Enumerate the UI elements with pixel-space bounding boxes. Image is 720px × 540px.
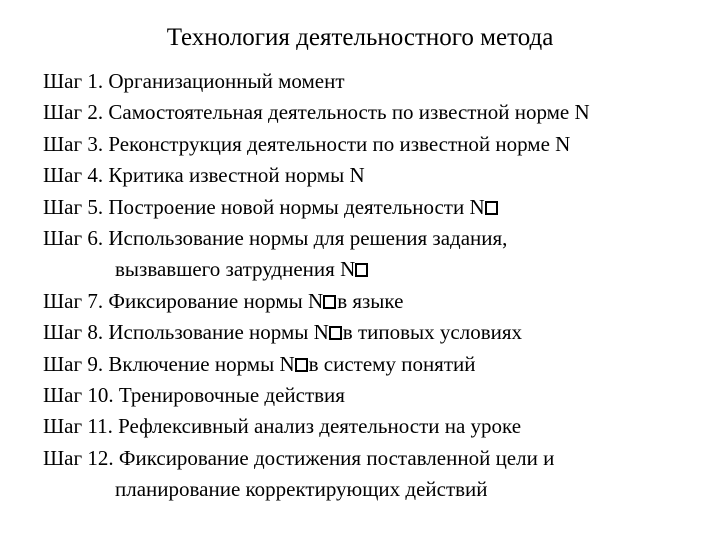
slide-title: Технология деятельностного метода [166,24,554,51]
step-continuation [43,474,713,505]
step-item [43,380,713,411]
step-text: Шаг 9. Включение нормы N [43,351,295,376]
step-text: Шаг 12. Фиксирование достижения поставленной цели и [43,445,555,470]
step-continuation-text: вызвавшего затруднения N [115,257,356,282]
steps-list [43,66,713,506]
step-text-after: в языке [337,288,404,313]
step-item [43,223,713,286]
step-text-after: в систему понятий [308,351,476,376]
step-text: Шаг 1. Организационный момент [43,69,345,93]
missing-glyph-icon [295,358,308,372]
step-item [43,411,713,442]
step-text: Шаг 6. Использование нормы для решения задания, [43,226,508,251]
step-text: Шаг 10. Тренировочные действия [43,383,345,408]
step-text-after: в типовых условиях [342,320,523,345]
step-item [43,66,713,97]
step-text: Шаг 7. Фиксирование нормы N [43,288,324,313]
missing-glyph-icon [355,263,368,277]
missing-glyph-icon [485,201,498,215]
step-text: Шаг 3. Реконструкция деятельности по известной норме N [43,131,571,156]
step-item [43,192,713,223]
step-item [43,317,713,348]
missing-glyph-icon [329,326,342,340]
step-item [43,443,713,506]
step-continuation [43,254,713,285]
step-text: Шаг 5. Построение новой нормы деятельности N [43,194,485,219]
missing-glyph-icon [323,295,336,309]
step-item [43,129,713,160]
step-text: Шаг 8. Использование нормы N [43,320,329,345]
step-item [43,286,713,317]
step-text: Шаг 2. Самостоятельная деятельность по известной норме N [43,100,590,125]
step-item [43,97,713,128]
step-item [43,160,713,191]
step-item [43,349,713,380]
step-continuation-text: планирование корректирующих действий [115,477,488,502]
step-text: Шаг 4. Критика известной нормы N [43,163,365,188]
step-text: Шаг 11. Рефлексивный анализ деятельности на уроке [43,414,522,439]
